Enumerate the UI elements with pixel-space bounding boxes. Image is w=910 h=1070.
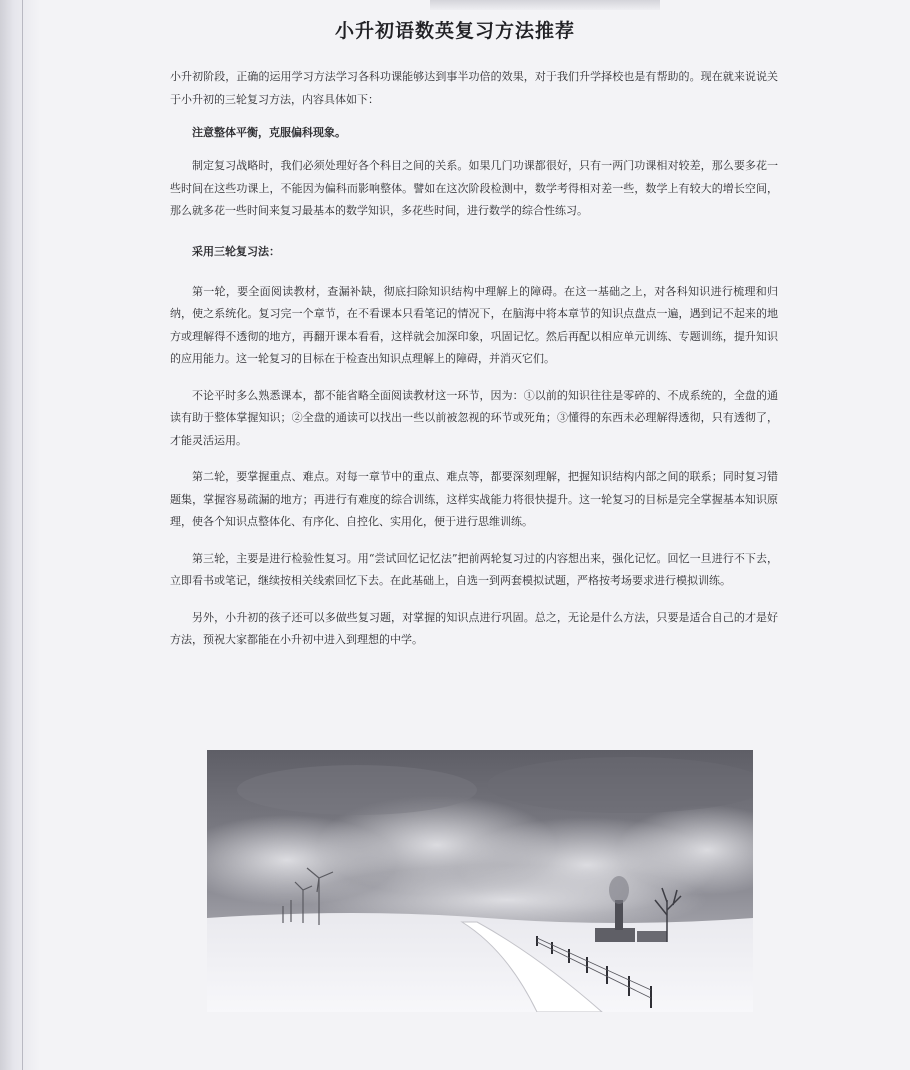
section-heading-balance: 注意整体平衡，克服偏科现象。 <box>192 126 346 139</box>
closing-paragraph: 另外，小升初的孩子还可以多做些复习题，对掌握的知识点进行巩固。总之，无论是什么方法，只要是适合自己的才是好方法，预祝大家都能在小升初中进入到理想的中学。 <box>170 610 778 646</box>
round-one-paragraph: 第一轮，要全面阅读教材，查漏补缺，彻底扫除知识结构中理解上的障碍。在这一基础之上，对各科知识进行梳理和归纳，使之系统化。复习完一个章节，在不看课本只看笔记的情况下，在脑海中将本章节的知识点盘点一遍，遇到记不起来的地方或理解得不透彻的地方，再翻开课本看看，这样就会加深印象，巩固记忆。然后再配以相应单元训练、专题训练，提升知识的应用能力。这一轮复习的目标在于检查出知识点理解上的障碍，并消灭它们。 <box>170 284 778 365</box>
page-fold-line <box>22 0 23 1070</box>
note-paragraph: 不论平时多么熟悉课本，都不能省略全面阅读教材这一环节，因为：①以前的知识往往是零碎的、不成系统的，全盘的通读有助于整体掌握知识；②全盘的通读可以找出一些以前被忽视的环节或死角；③懂得的东西未必理解得透彻，只有透彻了，才能灵活运用。 <box>170 388 778 447</box>
intro-paragraph: 小升初阶段，正确的运用学习方法学习各科功课能够达到事半功倍的效果，对于我们升学择校也是有帮助的。现在就来说说关于小升初的三轮复习方法，内容具体如下： <box>170 70 778 106</box>
round-three-paragraph: 第三轮，主要是进行检验性复习。用“尝试回忆记忆法”把前两轮复习过的内容想出来，强化记忆。回忆一旦进行不下去，立即看书或笔记，继续按相关线索回忆下去。在此基础上，自选一到两套模拟试题，严格按考场要求进行模拟训练。 <box>170 551 778 587</box>
snowy-landscape-photo <box>207 750 753 1012</box>
round-two-paragraph: 第二轮，要掌握重点、难点。对每一章节中的重点、难点等，都要深刻理解，把握知识结构内部之间的联系；同时复习错题集，掌握容易疏漏的地方；再进行有难度的综合训练，这样实战能力将很快提升。这一轮复习的目标是完全掌握基本知识原理，使各个知识点整体化、有序化、自控化、实用化，便于进行思维训练。 <box>170 470 778 528</box>
page-title: 小升初语数英复习方法推荐 <box>334 20 575 42</box>
section-heading-three-rounds: 采用三轮复习法： <box>192 244 280 258</box>
header-bleed-through <box>430 0 660 10</box>
page-gutter-shadow <box>0 0 40 1070</box>
landscape-illustration <box>207 750 753 1012</box>
article-body <box>170 66 778 652</box>
balance-paragraph: 制定复习战略时，我们必须处理好各个科目之间的关系。如果几门功课都很好，只有一两门功课相对较差，那么要多花一些时间在这些功课上，不能因为偏科而影响整体。譬如在这次阶段检测中，数学考得相对差一些，数学上有较大的增长空间，那么就多花一些时间来复习最基本的数学知识，多花些时间，进行数学的综合性练习。 <box>170 159 778 217</box>
